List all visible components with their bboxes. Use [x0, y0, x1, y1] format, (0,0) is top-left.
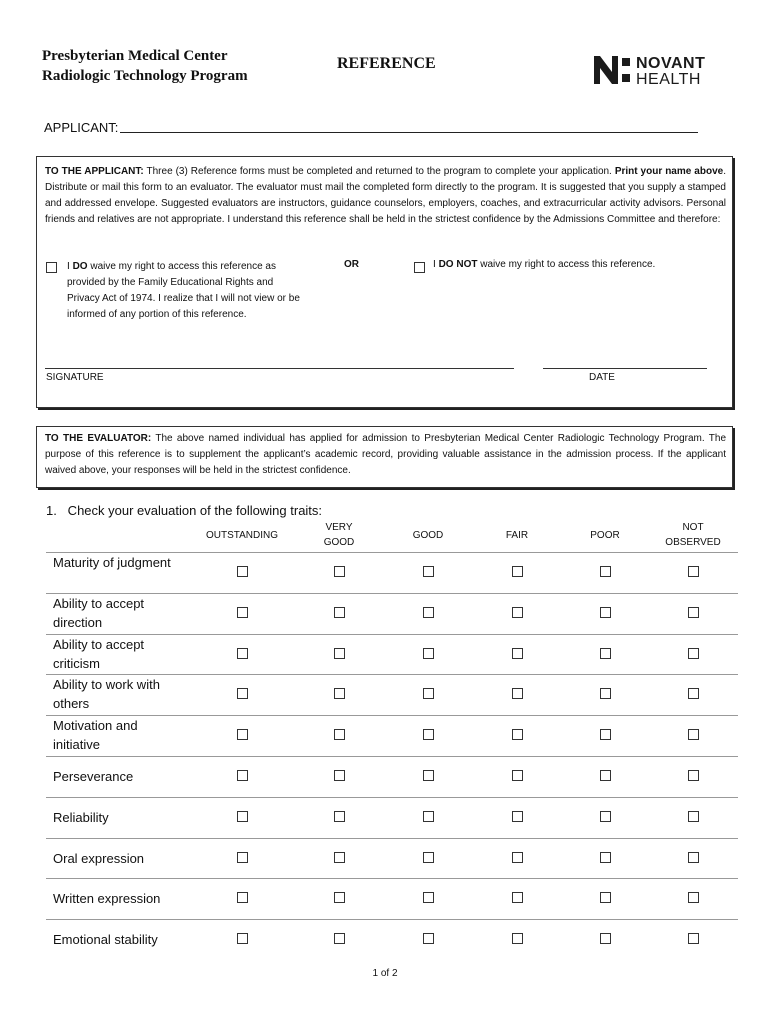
- evaluator-text: The above named individual has applied for admission to Presbyterian Medical Center Radiologic Technology Program. The purpose of this reference is to supplement the applicant’s academic record, providing valuable assistance in the admission process. If the applicant waived above, your responses will be held in the strictest confidence.: [45, 433, 727, 476]
- rating-checkbox[interactable]: [237, 770, 248, 781]
- date-label: DATE: [589, 372, 615, 383]
- rating-checkbox[interactable]: [600, 770, 611, 781]
- rating-checkbox[interactable]: [600, 933, 611, 944]
- rating-checkbox[interactable]: [334, 688, 345, 699]
- rating-checkbox[interactable]: [688, 729, 699, 740]
- trait-label: Maturity of judgment: [53, 555, 171, 570]
- evaluator-heading: TO THE EVALUATOR:: [45, 433, 152, 444]
- trait-label: Motivation and initiative: [53, 718, 138, 753]
- rating-checkbox[interactable]: [512, 729, 523, 740]
- row-divider: [46, 756, 738, 757]
- rating-checkbox[interactable]: [423, 607, 434, 618]
- trait-label: Ability to work with others: [53, 677, 160, 712]
- waive-right-label: [67, 259, 302, 323]
- question-1: 1. Check your evaluation of the following traits:: [46, 503, 323, 518]
- rating-checkbox[interactable]: [334, 852, 345, 863]
- trait-label: Emotional stability: [53, 932, 158, 948]
- rating-checkbox[interactable]: [600, 729, 611, 740]
- trait-label: Ability to accept criticism: [53, 636, 145, 671]
- rating-checkbox[interactable]: [688, 607, 699, 618]
- rating-checkbox[interactable]: [423, 892, 434, 903]
- column-header: GOOD: [412, 530, 444, 541]
- logo-square-icon: [622, 58, 630, 66]
- rating-checkbox[interactable]: [334, 566, 345, 577]
- rating-checkbox[interactable]: [600, 892, 611, 903]
- form-title: REFERENCE: [337, 55, 436, 72]
- applicant-instructions: [45, 164, 726, 228]
- column-header: VERY GOOD: [323, 522, 355, 548]
- rating-checkbox[interactable]: [688, 566, 699, 577]
- rating-checkbox[interactable]: [512, 852, 523, 863]
- rating-checkbox[interactable]: [512, 770, 523, 781]
- logo-text-health: HEALTH: [636, 71, 701, 88]
- rating-checkbox[interactable]: [423, 648, 434, 659]
- rating-checkbox[interactable]: [237, 648, 248, 659]
- logo-text-novant: NOVANT: [636, 55, 706, 72]
- trait-label: Reliability: [53, 809, 109, 825]
- nowaive-prefix: I: [433, 259, 439, 270]
- column-header: POOR: [590, 530, 620, 541]
- row-divider: [46, 878, 738, 879]
- rating-checkbox[interactable]: [237, 852, 248, 863]
- rating-checkbox[interactable]: [334, 770, 345, 781]
- waive-text: waive my right to access this reference as provided by the Family Educational Rights and Privacy Act of 1974. I realize that I will not view or be informed of any portion of this reference.: [67, 261, 300, 320]
- nowaive-text: waive my right to access this reference.: [477, 259, 656, 270]
- rating-checkbox[interactable]: [512, 648, 523, 659]
- signature-field[interactable]: [45, 368, 514, 369]
- or-label: OR: [344, 259, 359, 270]
- novant-health-logo: [594, 54, 734, 90]
- rating-checkbox[interactable]: [334, 811, 345, 822]
- rating-checkbox[interactable]: [423, 811, 434, 822]
- rating-checkbox[interactable]: [688, 852, 699, 863]
- rating-checkbox[interactable]: [600, 811, 611, 822]
- applicant-heading: TO THE APPLICANT:: [45, 166, 144, 177]
- row-divider: [46, 919, 738, 920]
- rating-checkbox[interactable]: [334, 607, 345, 618]
- rating-checkbox[interactable]: [512, 607, 523, 618]
- signature-label: SIGNATURE: [46, 372, 104, 383]
- rating-checkbox[interactable]: [600, 566, 611, 577]
- applicant-text-2: . Distribute or mail this form to an evaluator. The evaluator must mail the completed form directly to the program. It is suggested that you supply a stamped and addressed envelope. Suggested evaluators are instructors, guidance counselors, employers, coaches, and extracurricular activity advisors. Personal friends and relatives are not appropriate. I understand this reference shall be held in the strictest confidence by the Admissions Committee and therefore:: [45, 166, 726, 225]
- rating-checkbox[interactable]: [423, 688, 434, 699]
- not-waive-right-label: [433, 259, 655, 270]
- trait-label: Ability to accept direction: [53, 595, 145, 630]
- rating-checkbox[interactable]: [688, 892, 699, 903]
- rating-checkbox[interactable]: [688, 811, 699, 822]
- rating-checkbox[interactable]: [334, 729, 345, 740]
- rating-checkbox[interactable]: [688, 933, 699, 944]
- rating-checkbox[interactable]: [237, 566, 248, 577]
- rating-checkbox[interactable]: [423, 852, 434, 863]
- rating-checkbox[interactable]: [237, 729, 248, 740]
- rating-checkbox[interactable]: [512, 933, 523, 944]
- applicant-label: APPLICANT:: [44, 120, 119, 135]
- rating-checkbox[interactable]: [237, 933, 248, 944]
- trait-label: Written expression: [53, 891, 161, 907]
- rating-checkbox[interactable]: [237, 892, 248, 903]
- waive-do-bold: DO: [72, 261, 88, 272]
- evaluator-instructions: [45, 431, 726, 479]
- rating-checkbox[interactable]: [600, 607, 611, 618]
- rating-checkbox[interactable]: [512, 566, 523, 577]
- column-header: OUTSTANDING: [205, 530, 279, 541]
- org-line-2: Radiologic Technology Program: [42, 68, 248, 84]
- rating-checkbox[interactable]: [688, 688, 699, 699]
- rating-checkbox[interactable]: [334, 648, 345, 659]
- rating-checkbox[interactable]: [688, 770, 699, 781]
- organization-name: [42, 46, 248, 86]
- rating-checkbox[interactable]: [334, 933, 345, 944]
- print-name-instruction: Print your name above: [614, 166, 724, 177]
- rating-checkbox[interactable]: [512, 688, 523, 699]
- not-waive-right-checkbox[interactable]: [414, 262, 425, 273]
- rating-checkbox[interactable]: [512, 892, 523, 903]
- column-header: FAIR: [505, 530, 529, 541]
- org-line-1: Presbyterian Medical Center: [42, 48, 228, 64]
- rating-checkbox[interactable]: [688, 648, 699, 659]
- row-divider: [46, 838, 738, 839]
- applicant-text-1: Three (3) Reference forms must be completed and returned to the program to complete your application.: [143, 166, 615, 177]
- rating-checkbox[interactable]: [423, 566, 434, 577]
- rating-checkbox[interactable]: [600, 852, 611, 863]
- date-field[interactable]: [543, 368, 707, 369]
- logo-square-icon: [622, 74, 630, 82]
- rating-checkbox[interactable]: [237, 811, 248, 822]
- rating-checkbox[interactable]: [334, 892, 345, 903]
- rating-checkbox[interactable]: [512, 811, 523, 822]
- rating-checkbox[interactable]: [237, 607, 248, 618]
- page-number: 1 of 2: [372, 968, 398, 979]
- column-header: NOT OBSERVED: [665, 522, 721, 548]
- rating-checkbox[interactable]: [423, 933, 434, 944]
- rating-checkbox[interactable]: [600, 648, 611, 659]
- nowaive-bold: DO NOT: [438, 259, 478, 270]
- applicant-name-field[interactable]: [120, 132, 698, 133]
- row-divider: [46, 797, 738, 798]
- waive-prefix: I: [67, 261, 73, 272]
- trait-label: Oral expression: [53, 850, 145, 866]
- rating-checkbox[interactable]: [423, 770, 434, 781]
- rating-checkbox[interactable]: [600, 688, 611, 699]
- trait-label: Perseverance: [53, 769, 134, 784]
- n-logo-mark-icon: [594, 56, 618, 84]
- rating-checkbox[interactable]: [423, 729, 434, 740]
- rating-checkbox[interactable]: [237, 688, 248, 699]
- waive-right-checkbox[interactable]: [46, 262, 57, 273]
